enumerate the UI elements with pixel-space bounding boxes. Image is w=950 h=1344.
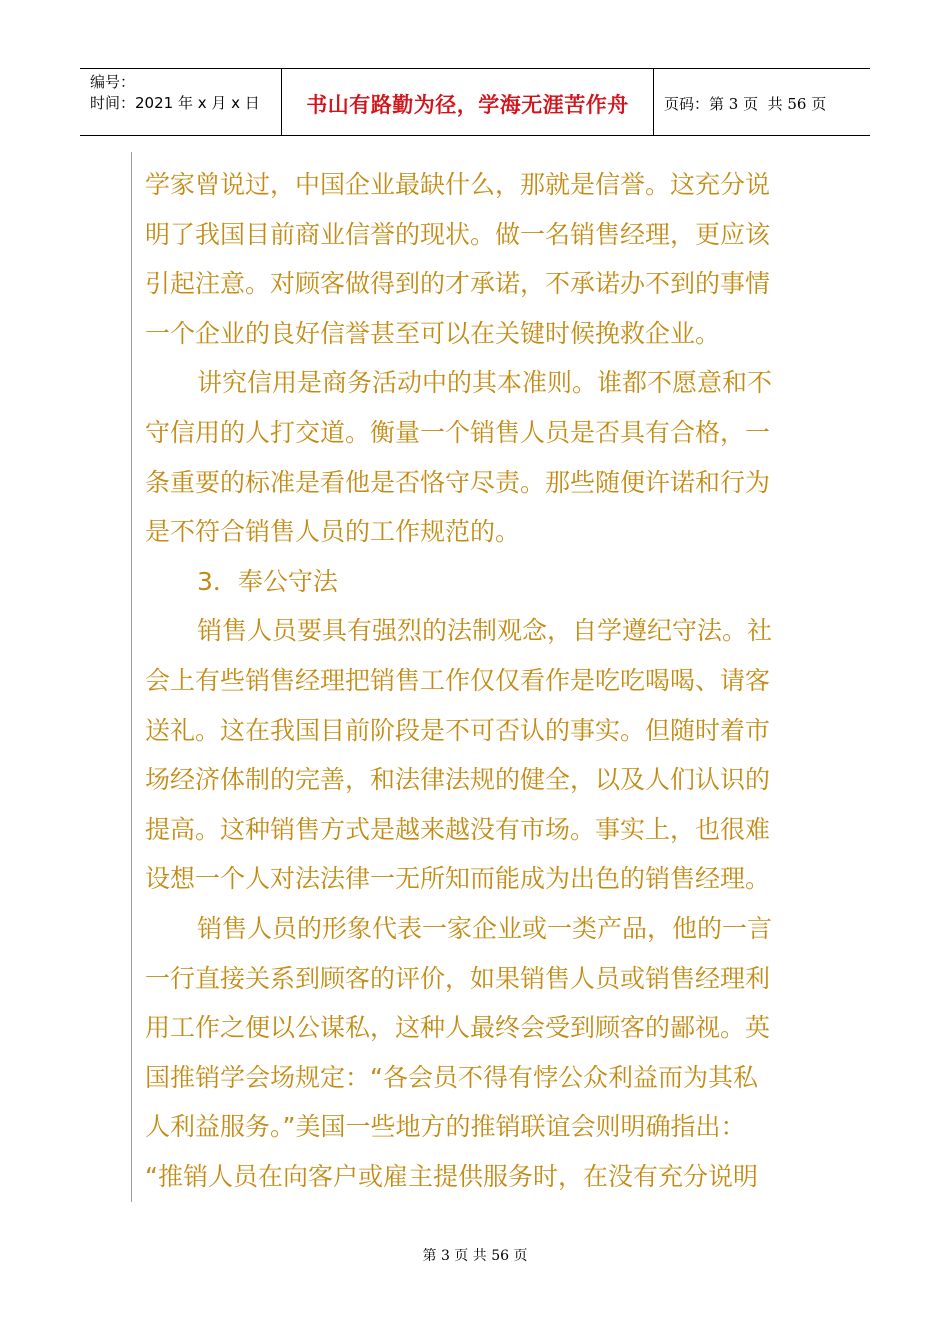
page-footer: 第 3 页 共 56 页 (422, 1248, 528, 1264)
body-text-line: 送礼。这在我国目前阶段是不可否认的事实。但随时着市 (145, 715, 771, 745)
header-motto-cell (282, 69, 654, 135)
body-text-line: 会上有些销售经理把销售工作仅仅看作是吃吃喝喝、请客 (145, 665, 771, 695)
header-page-info: 页码：第 3 页 共 56 页 (664, 94, 827, 113)
body-text-line: 销售人员的形象代表一家企业或一类产品，他的一言 (197, 913, 773, 943)
body-text-line: 引起注意。对顾客做得到的才承诺，不承诺办不到的事情 (145, 269, 771, 299)
left-margin-line (131, 152, 132, 1202)
body-text-line: “推销人员在向客户或雇主提供服务时，在没有充分说明 (145, 1161, 758, 1191)
body-text-line: 设想一个人对法法律一无所知而能成为出色的销售经理。 (145, 864, 771, 894)
body-text-line: 用工作之便以公谋私，这种人最终会受到顾客的鄙视。英 (145, 1013, 771, 1043)
body-text-line: 条重要的标准是看他是否恪守尽责。那些随便许诺和行为 (145, 467, 771, 497)
document-date-label: 时间：2021 年 x 月 x 日 (90, 94, 260, 112)
body-text-line: 讲究信用是商务活动中的其本准则。谁都不愿意和不 (197, 368, 773, 398)
document-header (80, 68, 870, 136)
body-text-line: 场经济体制的完善，和法律法规的健全，以及人们认识的 (145, 765, 771, 795)
body-text-line: 守信用的人打交道。衡量一个销售人员是否具有合格，一 (145, 417, 771, 447)
body-text-line: 一行直接关系到顾客的评价，如果销售人员或销售经理利 (145, 963, 771, 993)
body-text-line: 销售人员要具有强烈的法制观念，自学遵纪守法。社 (197, 616, 773, 646)
header-meta-cell (80, 69, 282, 135)
body-text-line: 是不符合销售人员的工作规范的。 (145, 517, 521, 547)
body-text-line: 明了我国目前商业信誉的现状。做一名销售经理，更应该 (145, 219, 771, 249)
body-text-line: 国推销学会场规定：“各会员不得有悖公众利益而为其私 (145, 1062, 758, 1092)
header-page-cell (654, 69, 870, 135)
body-text-line: 提高。这种销售方式是越来越没有市场。事实上，也很难 (145, 814, 771, 844)
document-body (145, 160, 810, 1201)
body-text-line: 人利益服务。”美国一些地方的推销联谊会则明确指出： (145, 1112, 746, 1142)
body-text-line: 一个企业的良好信誉甚至可以在关键时候挽救企业。 (145, 318, 721, 348)
body-text-line: 学家曾说过，中国企业最缺什么，那就是信誉。这充分说 (145, 170, 771, 199)
document-number-label: 编号： (90, 73, 136, 91)
body-text-line: 3．奉公守法 (197, 566, 338, 596)
header-motto: 书山有路勤为径，学海无涯苦作舟 (306, 93, 629, 117)
